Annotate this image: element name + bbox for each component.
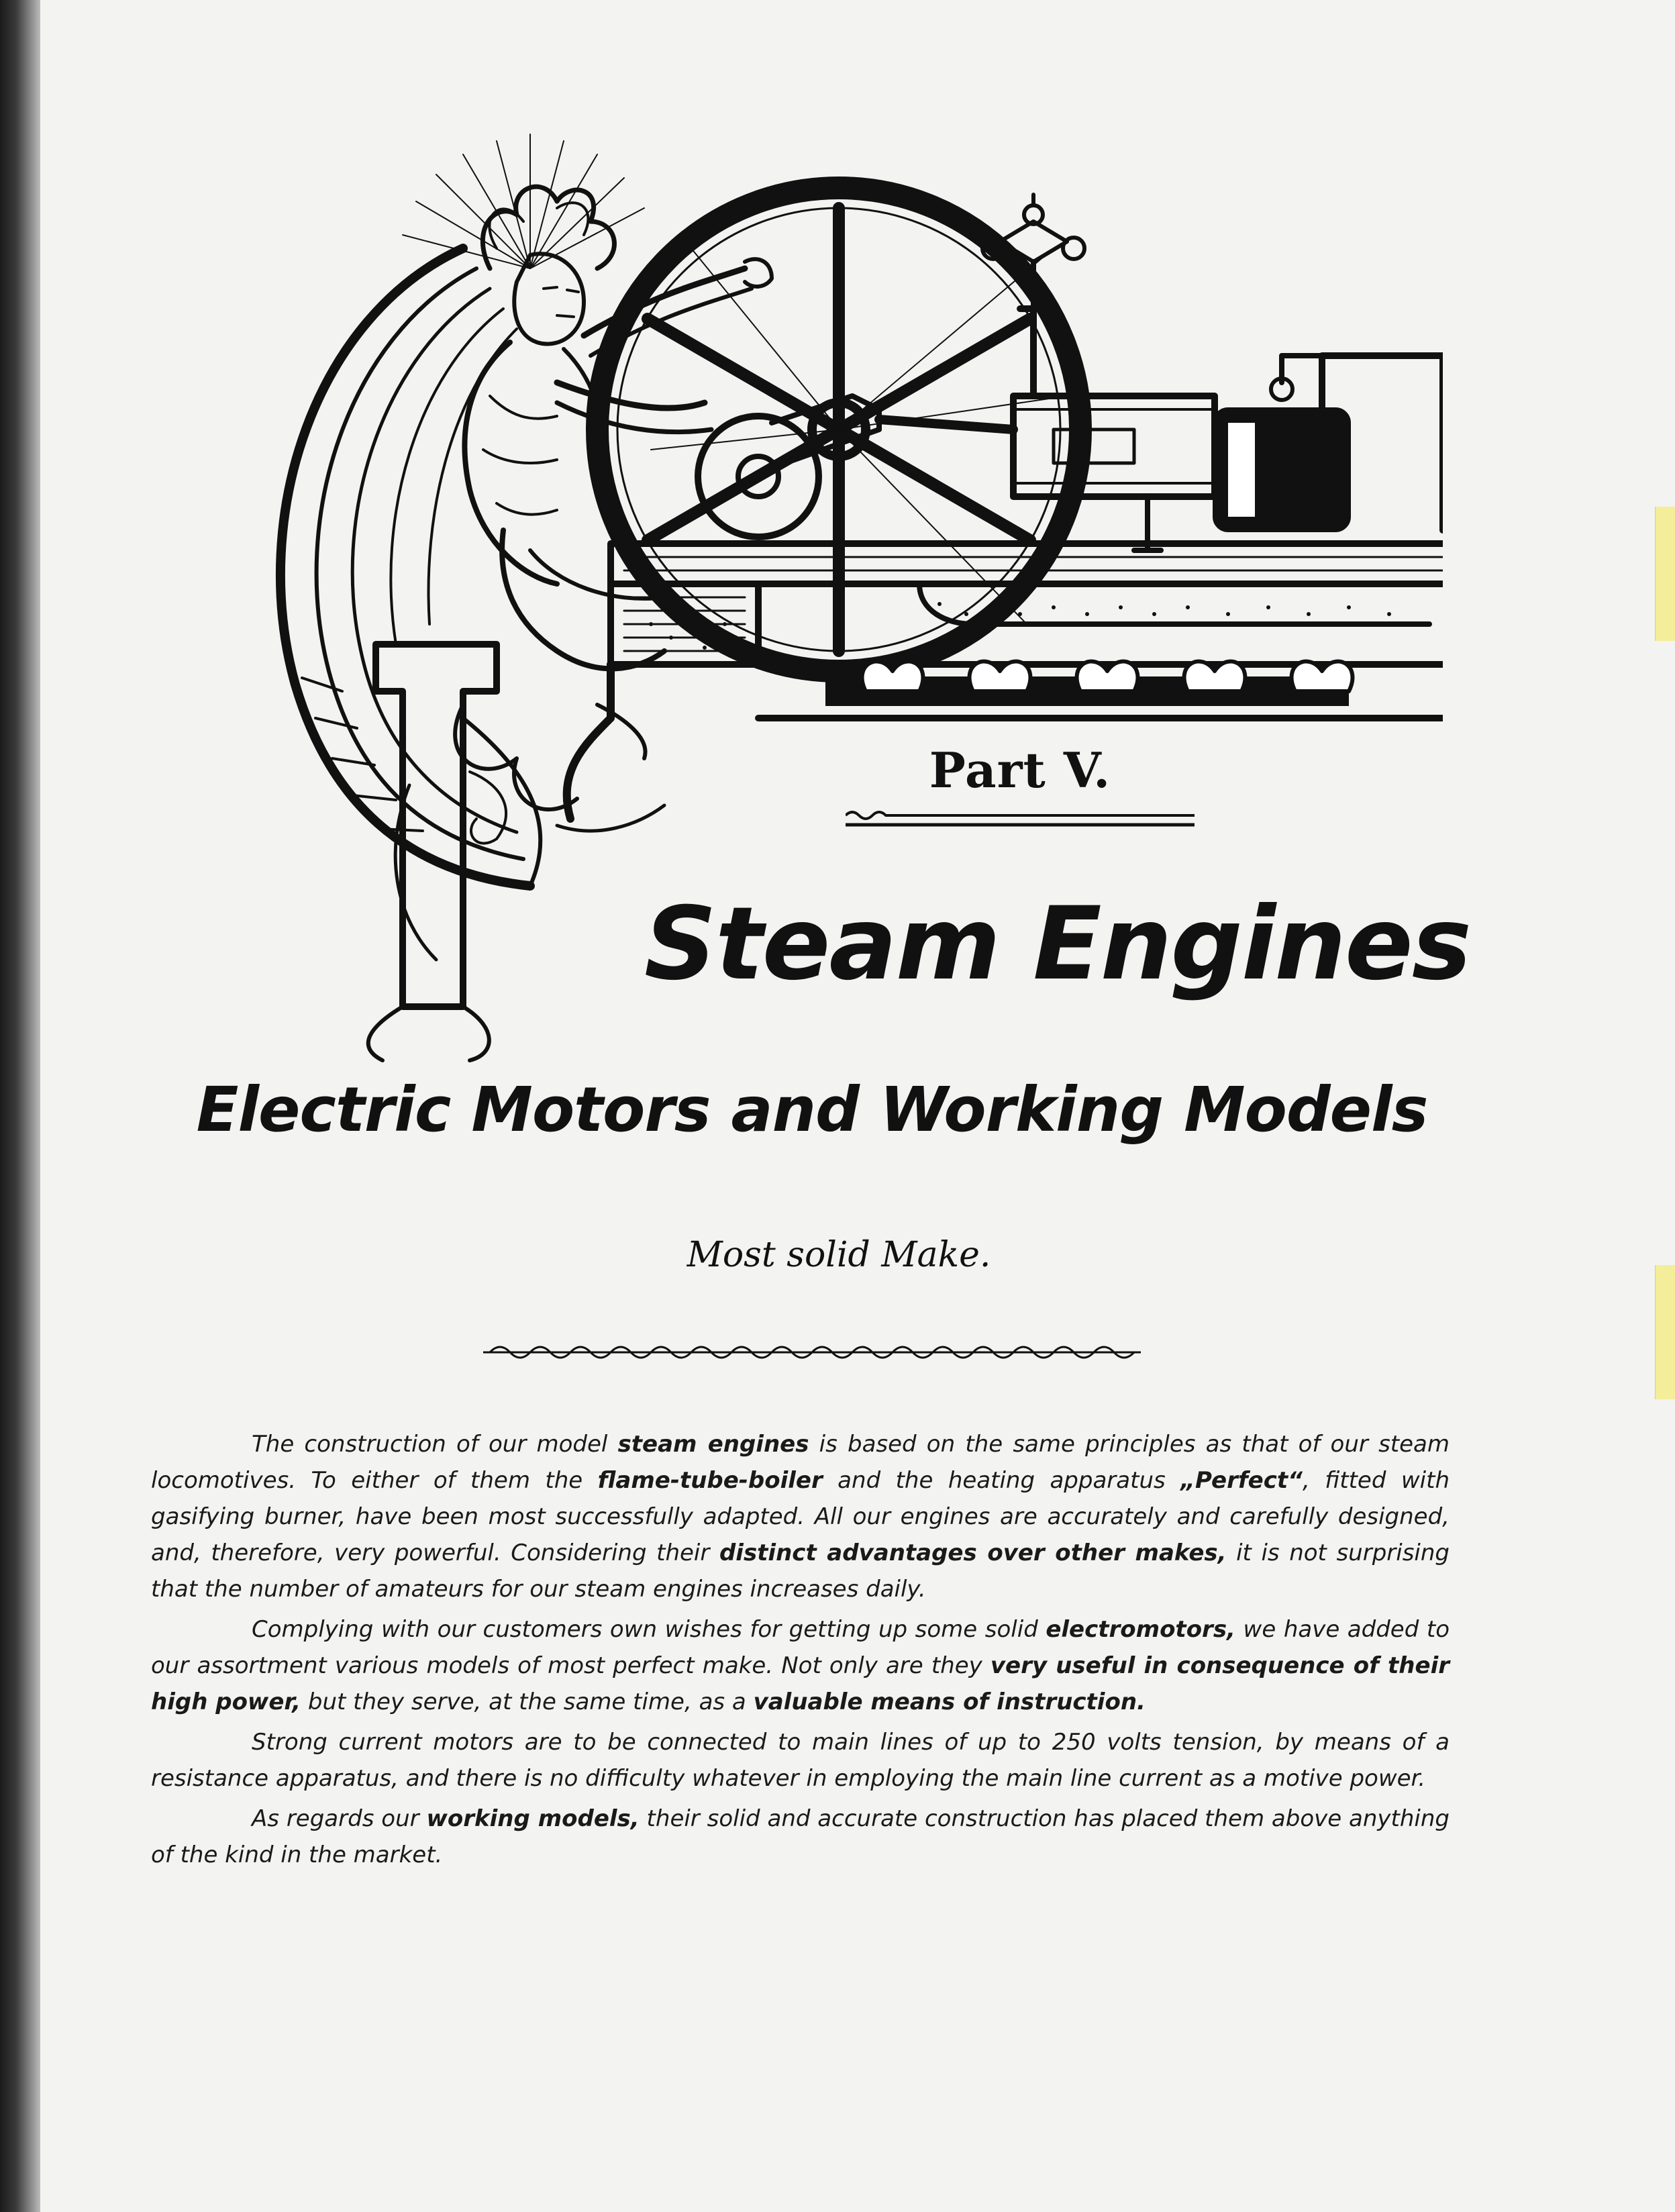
paragraph: [151, 1611, 1450, 1720]
halo-rays: [403, 134, 644, 268]
subtitle: Electric Motors and Working Models: [196, 1074, 1428, 1146]
paragraph-text: is based on the same principles as that of our steam locomotives. To either of them the: [151, 1431, 1450, 1494]
emphasis-text: electromotors,: [1046, 1616, 1235, 1643]
paragraph-text: The construction of our model: [252, 1431, 618, 1458]
emphasis-text: very useful in consequence of their high power,: [151, 1652, 1450, 1715]
pedestal: [368, 644, 541, 1060]
paragraph: [151, 1426, 1450, 1607]
paragraph-text: but they serve, at the same time, as a: [301, 1689, 754, 1715]
winged-figure: [465, 187, 772, 758]
paragraph-text: and the heating apparatus: [822, 1467, 1181, 1494]
paragraph-text: it is not surprising that the number of amateurs for our steam engines increases daily.: [151, 1540, 1450, 1603]
book-binding-shadow: [0, 0, 40, 2212]
paragraph-text: Complying with our customers own wishes for getting up some solid: [252, 1616, 1046, 1643]
paragraph-text: , fitted with gasifying burner, have been most successfully adapted. All our engines are accurately and carefully designed, and, therefore, very powerful. Considering their: [151, 1467, 1450, 1566]
emphasis-text: working models,: [426, 1805, 640, 1832]
paragraph-text: Strong current motors are to be connected to main lines of up to 250 volts tension, by means of a resistance apparatus, and there is no difficulty whatever in employing the main line current as a motive power.: [151, 1729, 1450, 1792]
paragraph-text: we have added to our assortment various models of most perfect make. Not only are they: [151, 1616, 1450, 1679]
part-heading: Part V.: [929, 742, 1111, 799]
ornamental-divider: [483, 1339, 1141, 1366]
body-text: [151, 1426, 1450, 1877]
emphasis-text: valuable means of instruction.: [753, 1689, 1146, 1715]
paragraph-text: As regards our: [252, 1805, 427, 1832]
paragraph-text: their solid and accurate construction has placed them above anything of the kind in the market.: [151, 1805, 1450, 1868]
paragraph: [151, 1801, 1450, 1873]
part-heading-underline: [846, 809, 1195, 833]
emphasis-text: distinct advantages over other makes,: [719, 1540, 1227, 1566]
sticky-note-tab: [1655, 507, 1675, 641]
emphasis-text: steam engines: [617, 1431, 809, 1458]
tagline: Most solid Make.: [687, 1235, 991, 1275]
paragraph: [151, 1724, 1450, 1797]
sticky-note-tab: [1655, 1265, 1675, 1399]
main-title: Steam Engines: [644, 886, 1471, 1003]
emphasis-text: „Perfect“: [1180, 1467, 1303, 1494]
emphasis-text: flame-tube-boiler: [597, 1467, 823, 1494]
